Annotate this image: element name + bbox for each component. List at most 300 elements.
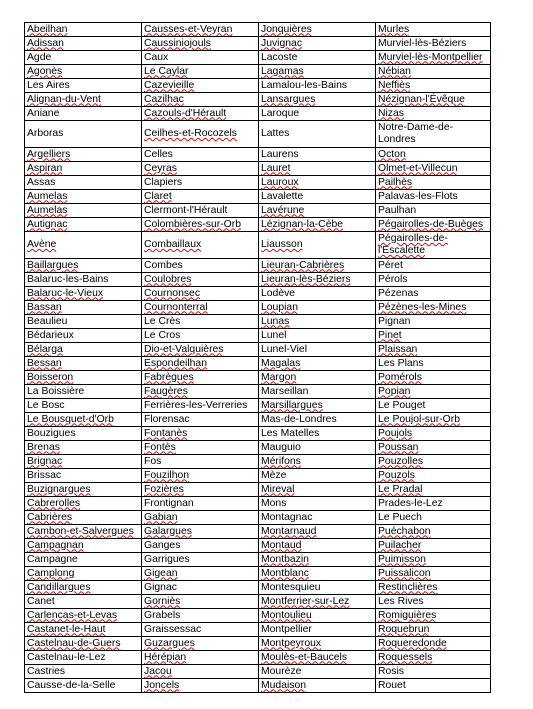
- table-cell[interactable]: [25, 357, 142, 371]
- commune-name: Murviel-lès-Béziers: [378, 37, 467, 49]
- commune-name: Joncels: [144, 679, 180, 691]
- table-cell[interactable]: [259, 301, 376, 315]
- table-cell[interactable]: [25, 190, 142, 204]
- table-cell[interactable]: [259, 623, 376, 637]
- table-cell[interactable]: [376, 148, 491, 162]
- commune-name: Fozières: [144, 483, 184, 495]
- commune-name: Lauroux: [261, 176, 299, 188]
- table-cell[interactable]: [25, 79, 142, 93]
- commune-name: Caussiniojouls: [144, 37, 211, 49]
- table-cell[interactable]: [142, 301, 259, 315]
- commune-name: Plaissan: [378, 343, 418, 355]
- commune-name: Les Aires: [27, 79, 70, 91]
- table-cell[interactable]: [376, 427, 491, 441]
- table-row: [25, 623, 491, 637]
- table-cell[interactable]: [25, 162, 142, 176]
- table-cell[interactable]: [376, 371, 491, 385]
- commune-name: Fontanès: [144, 427, 188, 439]
- table-cell[interactable]: [142, 357, 259, 371]
- commune-name: Cazevieille: [144, 79, 195, 91]
- table-cell[interactable]: [25, 679, 142, 693]
- table-cell[interactable]: [259, 176, 376, 190]
- table-cell[interactable]: [259, 455, 376, 469]
- table-cell[interactable]: [259, 469, 376, 483]
- table-cell[interactable]: [259, 121, 376, 148]
- commune-name: Fouzilhon: [144, 469, 190, 481]
- commune-name: Camplong: [27, 567, 75, 579]
- commune-name: La Boissière: [27, 385, 85, 397]
- table-cell[interactable]: [376, 121, 491, 148]
- table-cell[interactable]: [259, 343, 376, 357]
- table-cell[interactable]: [142, 553, 259, 567]
- table-cell[interactable]: [142, 315, 259, 329]
- table-cell[interactable]: [25, 204, 142, 218]
- commune-name: Gigean: [144, 567, 178, 579]
- commune-name: Ferrières-les-Verreries: [144, 399, 248, 411]
- table-cell[interactable]: [259, 413, 376, 427]
- commune-name: Poussan: [378, 441, 419, 453]
- table-cell[interactable]: [142, 511, 259, 525]
- commune-name: Montesquieu: [261, 581, 321, 593]
- table-cell[interactable]: [142, 469, 259, 483]
- commune-name: Fabrègues: [144, 371, 194, 383]
- table-cell[interactable]: [25, 301, 142, 315]
- table-cell[interactable]: [25, 413, 142, 427]
- table-cell[interactable]: [25, 385, 142, 399]
- commune-name: Puilacher: [378, 539, 422, 551]
- table-cell[interactable]: [25, 567, 142, 581]
- table-cell[interactable]: [376, 665, 491, 679]
- table-cell[interactable]: [25, 259, 142, 273]
- table-cell[interactable]: [376, 469, 491, 483]
- table-cell[interactable]: [259, 609, 376, 623]
- table-row: [25, 483, 491, 497]
- commune-name: Bassan: [27, 301, 62, 313]
- table-cell[interactable]: [376, 65, 491, 79]
- table-cell[interactable]: [142, 623, 259, 637]
- table-cell[interactable]: [376, 273, 491, 287]
- commune-name: Clapiers: [144, 176, 183, 188]
- table-cell[interactable]: [376, 79, 491, 93]
- table-cell[interactable]: [25, 483, 142, 497]
- table-cell[interactable]: [142, 441, 259, 455]
- table-cell[interactable]: [142, 204, 259, 218]
- commune-name: Prades-le-Lez: [378, 497, 443, 509]
- table-cell[interactable]: [142, 371, 259, 385]
- table-cell[interactable]: [142, 287, 259, 301]
- table-row: [25, 357, 491, 371]
- table-cell[interactable]: [376, 483, 491, 497]
- table-row: [25, 511, 491, 525]
- table-row: [25, 329, 491, 343]
- table-cell[interactable]: [142, 497, 259, 511]
- table-cell[interactable]: [142, 273, 259, 287]
- table-cell[interactable]: [376, 497, 491, 511]
- table-cell[interactable]: [259, 204, 376, 218]
- commune-name: Mireval: [261, 483, 295, 495]
- table-cell[interactable]: [259, 315, 376, 329]
- table-cell[interactable]: [25, 427, 142, 441]
- table-cell[interactable]: [142, 329, 259, 343]
- commune-name: Colombières-sur-Orb: [144, 218, 242, 230]
- commune-name: Dio-et-Valquières: [144, 343, 224, 355]
- table-cell[interactable]: [376, 23, 491, 37]
- table-cell[interactable]: [25, 93, 142, 107]
- table-row: [25, 343, 491, 357]
- table-cell[interactable]: [259, 483, 376, 497]
- table-row: [25, 413, 491, 427]
- table-row: [25, 609, 491, 623]
- commune-name: Mauguio: [261, 441, 301, 453]
- commune-name: Pouzols: [378, 469, 415, 481]
- table-cell[interactable]: [142, 539, 259, 553]
- commune-name: Abeilhan: [27, 23, 68, 35]
- table-cell[interactable]: [376, 567, 491, 581]
- table-cell[interactable]: [376, 357, 491, 371]
- table-cell[interactable]: [142, 190, 259, 204]
- table-cell[interactable]: [259, 259, 376, 273]
- table-cell[interactable]: [259, 329, 376, 343]
- table-cell[interactable]: [142, 567, 259, 581]
- table-row: [25, 93, 491, 107]
- commune-name: Mons: [261, 497, 287, 509]
- table-cell[interactable]: [25, 121, 142, 148]
- table-cell[interactable]: [376, 162, 491, 176]
- commune-name: Agonès: [27, 65, 63, 77]
- table-cell[interactable]: [376, 37, 491, 51]
- table-cell[interactable]: [142, 483, 259, 497]
- table-cell[interactable]: [25, 455, 142, 469]
- table-cell[interactable]: [142, 385, 259, 399]
- table-cell[interactable]: [259, 553, 376, 567]
- commune-name: Roquessels: [378, 651, 433, 663]
- table-cell[interactable]: [376, 204, 491, 218]
- commune-name: Les Matelles: [261, 427, 320, 439]
- commune-name: Brignac: [27, 455, 63, 467]
- table-cell[interactable]: [259, 371, 376, 385]
- table-cell[interactable]: [142, 609, 259, 623]
- table-cell[interactable]: [259, 511, 376, 525]
- table-cell[interactable]: [25, 232, 142, 259]
- commune-name: Buzignargues: [27, 483, 91, 495]
- table-cell[interactable]: [376, 637, 491, 651]
- table-cell[interactable]: [25, 23, 142, 37]
- table-cell[interactable]: [259, 190, 376, 204]
- table-cell[interactable]: [142, 79, 259, 93]
- table-cell[interactable]: [259, 427, 376, 441]
- table-cell[interactable]: [259, 441, 376, 455]
- table-row: [25, 259, 491, 273]
- commune-name: Marseillan: [261, 385, 309, 397]
- table-cell[interactable]: [376, 581, 491, 595]
- table-cell[interactable]: [142, 93, 259, 107]
- table-cell[interactable]: [259, 679, 376, 693]
- table-cell[interactable]: [25, 511, 142, 525]
- table-cell[interactable]: [376, 441, 491, 455]
- commune-name: Liausson: [261, 239, 303, 250]
- commune-name: Bessan: [27, 357, 62, 369]
- table-cell[interactable]: [376, 93, 491, 107]
- commune-name: Marsillargues: [261, 399, 323, 411]
- table-cell[interactable]: [376, 232, 491, 259]
- commune-name: Restinclières: [378, 581, 438, 593]
- table-cell[interactable]: [376, 651, 491, 665]
- commune-name: Claret: [144, 190, 172, 202]
- table-cell[interactable]: [25, 315, 142, 329]
- table-cell[interactable]: [25, 497, 142, 511]
- table-cell[interactable]: [142, 399, 259, 413]
- commune-name: Fos: [144, 455, 162, 467]
- table-row: [25, 427, 491, 441]
- table-cell[interactable]: [142, 148, 259, 162]
- table-cell[interactable]: [376, 190, 491, 204]
- table-row: [25, 679, 491, 693]
- commune-name: Montaud: [261, 539, 302, 551]
- commune-name: Le Puech: [378, 511, 422, 523]
- table-cell[interactable]: [376, 343, 491, 357]
- table-cell[interactable]: [142, 525, 259, 539]
- table-cell[interactable]: [259, 79, 376, 93]
- table-cell[interactable]: [25, 107, 142, 121]
- table-cell[interactable]: [25, 51, 142, 65]
- table-row: [25, 595, 491, 609]
- table-cell[interactable]: [376, 413, 491, 427]
- table-cell[interactable]: [259, 232, 376, 259]
- table-row: [25, 315, 491, 329]
- table-cell[interactable]: [25, 287, 142, 301]
- commune-name: Grabels: [144, 609, 181, 621]
- table-cell[interactable]: [376, 218, 491, 232]
- table-row: [25, 287, 491, 301]
- table-cell[interactable]: [25, 651, 142, 665]
- table-cell[interactable]: [25, 609, 142, 623]
- table-cell[interactable]: [142, 259, 259, 273]
- table-cell[interactable]: [376, 315, 491, 329]
- table-cell[interactable]: [25, 273, 142, 287]
- commune-name: Lézignan-la-Cèbe: [261, 218, 344, 230]
- commune-name: Avène: [27, 239, 57, 250]
- table-cell[interactable]: [259, 385, 376, 399]
- commune-name: Argelliers: [27, 148, 71, 160]
- table-cell[interactable]: [25, 581, 142, 595]
- commune-name: Mudaison: [261, 679, 307, 691]
- table-cell[interactable]: [376, 623, 491, 637]
- table-cell[interactable]: [142, 651, 259, 665]
- commune-name: Frontignan: [144, 497, 194, 509]
- commune-name: Nébian: [378, 65, 411, 77]
- table-row: [25, 497, 491, 511]
- table-cell[interactable]: [376, 595, 491, 609]
- table-cell[interactable]: [376, 609, 491, 623]
- table-row: [25, 455, 491, 469]
- table-cell[interactable]: [259, 525, 376, 539]
- table-cell[interactable]: [25, 623, 142, 637]
- table-cell[interactable]: [25, 469, 142, 483]
- table-cell[interactable]: [376, 301, 491, 315]
- table-cell[interactable]: [25, 441, 142, 455]
- commune-name: Lodève: [261, 287, 296, 299]
- table-cell[interactable]: [142, 23, 259, 37]
- table-row: [25, 107, 491, 121]
- table-cell[interactable]: [376, 329, 491, 343]
- table-cell[interactable]: [259, 65, 376, 79]
- table-cell[interactable]: [25, 65, 142, 79]
- table-cell[interactable]: [259, 273, 376, 287]
- table-cell[interactable]: [25, 539, 142, 553]
- commune-name: Faugères: [144, 385, 188, 397]
- table-cell[interactable]: [259, 357, 376, 371]
- commune-name: Le Pradal: [378, 483, 423, 495]
- table-cell[interactable]: [25, 595, 142, 609]
- commune-name: Gorniès: [144, 595, 181, 607]
- commune-name: Laurens: [261, 148, 299, 160]
- table-cell[interactable]: [259, 637, 376, 651]
- table-cell[interactable]: [142, 176, 259, 190]
- table-cell[interactable]: [142, 413, 259, 427]
- table-cell[interactable]: [376, 385, 491, 399]
- commune-name: Murles: [378, 23, 410, 35]
- commune-name: Le Crès: [144, 315, 181, 327]
- commune-name: Balaruc-le-Vieux: [27, 287, 104, 299]
- commune-name: Canet: [27, 595, 55, 607]
- table-row: [25, 525, 491, 539]
- table-cell[interactable]: [376, 455, 491, 469]
- table-cell[interactable]: [25, 525, 142, 539]
- commune-name: Montpeyroux: [261, 637, 322, 649]
- table-cell[interactable]: [142, 455, 259, 469]
- table-cell[interactable]: [259, 539, 376, 553]
- table-cell[interactable]: [25, 637, 142, 651]
- table-cell[interactable]: [376, 287, 491, 301]
- table-cell[interactable]: [376, 525, 491, 539]
- commune-name: Lamalou-les-Bains: [261, 79, 348, 91]
- table-cell[interactable]: [259, 581, 376, 595]
- table-cell[interactable]: [259, 51, 376, 65]
- table-cell[interactable]: [142, 595, 259, 609]
- commune-name: Bélarga: [27, 343, 63, 355]
- table-cell[interactable]: [259, 399, 376, 413]
- table-cell[interactable]: [142, 107, 259, 121]
- commune-name: Pézenas: [378, 287, 419, 299]
- commune-name: Cournonterral: [144, 301, 208, 313]
- table-cell[interactable]: [142, 51, 259, 65]
- commune-name: Olmet-et-Villecun: [378, 162, 458, 174]
- table-cell[interactable]: [142, 162, 259, 176]
- communes-table: [24, 22, 491, 693]
- table-row: [25, 651, 491, 665]
- table-cell[interactable]: [142, 232, 259, 259]
- table-cell[interactable]: [25, 148, 142, 162]
- table-cell[interactable]: [376, 107, 491, 121]
- commune-name: Montbazin: [261, 553, 309, 565]
- commune-name: Graissessac: [144, 623, 202, 635]
- commune-name: Montferrier-sur-Lez: [261, 595, 350, 607]
- commune-name: Adissan: [27, 37, 64, 49]
- table-cell[interactable]: [25, 218, 142, 232]
- table-cell[interactable]: [259, 37, 376, 51]
- table-cell[interactable]: [142, 679, 259, 693]
- table-row: [25, 51, 491, 65]
- table-cell[interactable]: [25, 553, 142, 567]
- table-cell[interactable]: [142, 665, 259, 679]
- commune-name: Lunel: [261, 329, 287, 341]
- commune-name: Pignan: [378, 315, 411, 327]
- table-cell[interactable]: [376, 176, 491, 190]
- commune-name: Mas-de-Londres: [261, 413, 337, 425]
- table-cell[interactable]: [259, 148, 376, 162]
- table-cell[interactable]: [259, 567, 376, 581]
- table-cell[interactable]: [376, 553, 491, 567]
- table-cell[interactable]: [142, 637, 259, 651]
- commune-name: Brissac: [27, 469, 62, 481]
- commune-name: Garrigues: [144, 553, 190, 565]
- commune-name: Montoulieu: [261, 609, 312, 621]
- table-cell[interactable]: [259, 162, 376, 176]
- table-cell[interactable]: [259, 287, 376, 301]
- table-cell[interactable]: [25, 665, 142, 679]
- table-cell[interactable]: [142, 37, 259, 51]
- commune-name: Mérifons: [261, 455, 301, 467]
- table-cell[interactable]: [142, 121, 259, 148]
- table-cell[interactable]: [376, 399, 491, 413]
- table-cell[interactable]: [142, 427, 259, 441]
- table-cell[interactable]: [142, 343, 259, 357]
- table-cell[interactable]: [25, 399, 142, 413]
- commune-name: Lagamas: [261, 65, 304, 77]
- table-cell[interactable]: [25, 37, 142, 51]
- table-cell[interactable]: [376, 51, 491, 65]
- table-cell[interactable]: [25, 176, 142, 190]
- table-cell[interactable]: [376, 679, 491, 693]
- table-cell[interactable]: [25, 343, 142, 357]
- table-cell[interactable]: [259, 595, 376, 609]
- table-cell[interactable]: [259, 23, 376, 37]
- table-cell[interactable]: [376, 511, 491, 525]
- commune-name: Montagnac: [261, 511, 313, 523]
- table-cell[interactable]: [376, 539, 491, 553]
- commune-name: Ganges: [144, 539, 181, 551]
- table-cell[interactable]: [25, 371, 142, 385]
- commune-name: Aspiran: [27, 162, 63, 174]
- commune-name: Causses-et-Veyran: [144, 23, 233, 35]
- commune-name: Lavalette: [261, 190, 304, 202]
- table-row: [25, 204, 491, 218]
- table-cell[interactable]: [259, 107, 376, 121]
- commune-name: Caux: [144, 51, 169, 63]
- commune-name: Fontès: [144, 441, 176, 453]
- table-row: [25, 79, 491, 93]
- table-cell[interactable]: [142, 218, 259, 232]
- commune-name: Roquebrun: [378, 623, 430, 635]
- commune-name: Pomérols: [378, 371, 422, 383]
- table-row: [25, 23, 491, 37]
- commune-name: Montblanc: [261, 567, 309, 579]
- commune-name: Loupian: [261, 301, 298, 313]
- table-cell[interactable]: [142, 65, 259, 79]
- table-cell[interactable]: [376, 259, 491, 273]
- table-cell[interactable]: [25, 329, 142, 343]
- table-cell[interactable]: [259, 665, 376, 679]
- table-cell[interactable]: [259, 93, 376, 107]
- table-cell[interactable]: [259, 651, 376, 665]
- table-row: [25, 218, 491, 232]
- commune-name: Assas: [27, 176, 56, 188]
- commune-name: Galargues: [144, 525, 192, 537]
- table-cell[interactable]: [259, 218, 376, 232]
- table-cell[interactable]: [259, 497, 376, 511]
- table-cell[interactable]: [142, 581, 259, 595]
- commune-name: Pouzolles: [378, 455, 424, 467]
